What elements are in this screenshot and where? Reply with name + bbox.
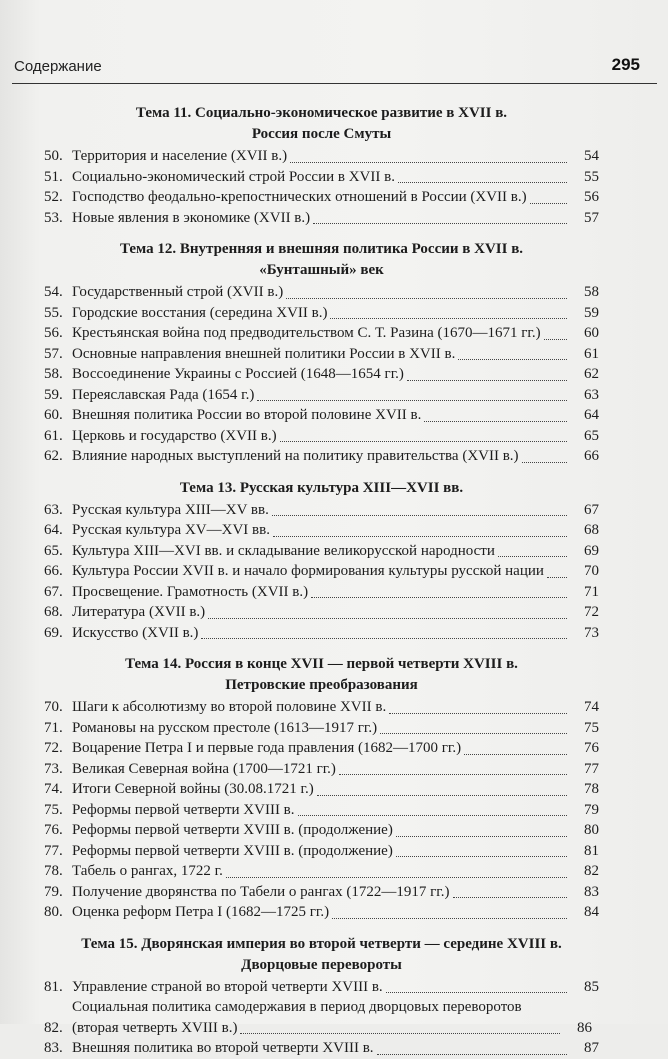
- entry-title: Городские восстания (середина XVII в.): [72, 304, 328, 321]
- entry-number: 64.: [44, 522, 63, 538]
- entry-title: Культура России XVII в. и начало формирования культуры русской нации: [72, 563, 544, 579]
- entry-page-number: 76: [584, 740, 599, 756]
- entry-title: Получение дворянства по Табели о рангах (1722—1917 гг.): [72, 883, 450, 900]
- entry-number: 60.: [44, 407, 63, 423]
- toc-entry[interactable]: [44, 738, 599, 759]
- leader-dots: [498, 555, 567, 557]
- running-header: [14, 52, 654, 80]
- entry-title: Господство феодально-крепостнических отношений в России (XVII в.): [72, 189, 527, 205]
- topic-section: [44, 104, 599, 228]
- entry-number: 65.: [44, 542, 63, 559]
- topic-title: Тема 13. Русская культура XIII—XVII вв.: [179, 479, 464, 496]
- entry-number: 69.: [44, 624, 63, 641]
- page-number: 295: [611, 55, 640, 74]
- entry-title: Искусство (XVII в.): [72, 624, 199, 641]
- leader-dots: [286, 297, 567, 299]
- leader-dots: [464, 753, 567, 755]
- entry-page-number: 83: [584, 883, 599, 900]
- entry-title: Переяславская Рада (1654 г.): [72, 386, 255, 403]
- leader-dots: [407, 379, 567, 381]
- leader-dots: [226, 876, 567, 878]
- entry-number: 75.: [44, 801, 63, 818]
- entry-page-number: 55: [584, 168, 599, 185]
- entry-page-number: 63: [584, 386, 599, 403]
- leader-dots: [280, 440, 567, 442]
- topic-section: [44, 479, 599, 644]
- entry-title: Романовы на русском престоле (1613—1917 гг.): [72, 719, 378, 736]
- entry-number: 82.: [44, 1019, 63, 1036]
- entry-page-number: 81: [584, 842, 599, 859]
- leader-dots: [201, 637, 567, 639]
- entry-number: 61.: [44, 427, 63, 444]
- entry-page-number: 78: [584, 781, 599, 797]
- toc-entry[interactable]: [44, 902, 599, 923]
- entry-title: Воцарение Петра I и первые года правления (1682—1700 гг.): [72, 740, 462, 756]
- entry-page-number: 57: [584, 209, 599, 226]
- entry-page-number: 86: [577, 1019, 592, 1036]
- entry-page-number: 82: [584, 863, 599, 879]
- section-name: Содержание: [14, 58, 102, 75]
- entry-number: 78.: [44, 863, 63, 879]
- entry-number: 68.: [44, 604, 63, 620]
- entry-title: Основные направления внешней политики России в XVII в.: [72, 345, 456, 362]
- toc-entry[interactable]: [44, 385, 599, 406]
- entry-number: 53.: [44, 209, 63, 226]
- entry-title: Шаги к абсолютизму во второй половине XVII в.: [72, 699, 387, 715]
- leader-dots: [377, 1053, 567, 1055]
- entry-title: Социально-экономический строй России в XVII в.: [72, 168, 395, 185]
- entry-title: Русская культура XIII—XV вв.: [72, 501, 269, 518]
- leader-dots: [424, 420, 567, 422]
- entry-number: 72.: [44, 740, 63, 756]
- leader-dots: [272, 514, 567, 516]
- entry-title: Управление страной во второй четверти XVIII в.: [72, 978, 383, 995]
- entry-page-number: 62: [584, 366, 599, 382]
- entry-page-number: 74: [584, 699, 599, 715]
- entry-title: Влияние народных выступлений на политику правительства (XVII в.): [72, 448, 519, 464]
- toc-entry[interactable]: [44, 759, 599, 780]
- entry-page-number: 67: [584, 501, 599, 518]
- entry-title: Реформы первой четверти XVIII в. (продолжение): [72, 822, 393, 838]
- toc-entry[interactable]: [44, 500, 599, 521]
- leader-dots: [339, 773, 567, 775]
- entry-title: Культура XIII—XVI вв. и складывание великорусской народности: [72, 542, 495, 559]
- entry-title: Церковь и государство (XVII в.): [72, 427, 277, 444]
- entry-number: 79.: [44, 883, 63, 900]
- entry-page-number: 69: [584, 542, 599, 559]
- leader-dots: [396, 855, 567, 857]
- entry-number: 63.: [44, 501, 63, 518]
- leader-dots: [386, 991, 567, 993]
- header-rule: [12, 83, 657, 84]
- leader-dots: [398, 181, 567, 183]
- entry-title: Государственный строй (XVII в.): [72, 284, 284, 300]
- entry-page-number: 61: [584, 345, 599, 362]
- toc-entry[interactable]: [44, 882, 599, 903]
- toc-entry[interactable]: [44, 426, 599, 447]
- entry-page-number: 58: [584, 284, 599, 300]
- toc-entry[interactable]: [44, 602, 599, 623]
- leader-dots: [544, 338, 567, 340]
- leader-dots: [396, 835, 567, 837]
- entry-title: Реформы первой четверти XVIII в. (продолжение): [72, 842, 393, 859]
- leader-dots: [389, 712, 567, 714]
- topic-section: [44, 240, 599, 467]
- entry-page-number: 70: [584, 563, 599, 579]
- entry-number: 54.: [44, 284, 63, 300]
- toc-entry[interactable]: [44, 861, 599, 882]
- toc-entry[interactable]: [44, 582, 599, 603]
- leader-dots: [240, 1032, 560, 1034]
- entry-number: 80.: [44, 904, 63, 920]
- entry-page-number: 72: [584, 604, 599, 620]
- topic-title: Дворцовые перевороты: [241, 956, 402, 973]
- entry-number: 70.: [44, 699, 63, 715]
- entry-page-number: 73: [584, 624, 599, 641]
- leader-dots: [273, 535, 567, 537]
- entry-number: 66.: [44, 563, 63, 579]
- entry-number: 74.: [44, 781, 63, 797]
- toc-entry[interactable]: [44, 146, 599, 167]
- toc-entry[interactable]: [44, 561, 599, 582]
- toc-entry[interactable]: [44, 167, 599, 188]
- entry-page-number: 84: [584, 904, 599, 920]
- toc-entry[interactable]: [44, 303, 599, 324]
- topic-title: Тема 15. Дворянская империя во второй четверти — середине XVIII в.: [81, 935, 562, 952]
- entry-number: 57.: [44, 345, 63, 362]
- entry-number: 50.: [44, 148, 63, 164]
- entry-title: Оценка реформ Петра I (1682—1725 гг.): [72, 904, 330, 920]
- entry-number: 77.: [44, 842, 63, 859]
- topic-title: Петровские преобразования: [225, 677, 418, 693]
- entry-page-number: 77: [584, 760, 599, 777]
- leader-dots: [290, 161, 567, 163]
- entry-page-number: 65: [584, 427, 599, 444]
- entry-title: Социальная политика самодержавия в период дворцовых переворотов: [72, 999, 522, 1015]
- entry-number: 59.: [44, 386, 63, 403]
- entry-page-number: 80: [584, 822, 599, 838]
- leader-dots: [298, 814, 567, 816]
- toc-entry[interactable]: [44, 820, 599, 841]
- toc-entry[interactable]: [44, 405, 599, 426]
- toc-entry[interactable]: [44, 779, 599, 800]
- leader-dots: [547, 576, 567, 578]
- entry-title-continuation: (вторая четверть XVIII в.): [72, 1019, 238, 1036]
- entry-title-block: [72, 997, 564, 1038]
- toc-entry[interactable]: [44, 323, 599, 344]
- toc-entry[interactable]: [44, 1038, 599, 1059]
- leader-dots: [522, 461, 567, 463]
- entry-title: Территория и население (XVII в.): [72, 148, 288, 164]
- entry-number: 56.: [44, 325, 63, 341]
- toc-entry[interactable]: [44, 623, 599, 644]
- entry-title: Итоги Северной войны (30.08.1721 г.): [72, 781, 314, 797]
- topic-title: «Бунташный» век: [259, 262, 384, 278]
- entry-number: 62.: [44, 448, 63, 464]
- entry-title: Литература (XVII в.): [72, 604, 206, 620]
- entry-title: Воссоединение Украины с Россией (1648—1654 гг.): [72, 366, 404, 382]
- toc-entry[interactable]: [44, 977, 599, 998]
- entry-page-number: 59: [584, 304, 599, 321]
- entry-number: 73.: [44, 760, 63, 777]
- entry-page-number: 71: [584, 583, 599, 600]
- entry-title-continuation-row: [72, 1018, 564, 1039]
- entry-number: 58.: [44, 366, 63, 382]
- toc-entry[interactable]: [44, 800, 599, 821]
- entry-title: Русская культура XV—XVI вв.: [72, 522, 270, 538]
- entry-number: 76.: [44, 822, 63, 838]
- toc-entry[interactable]: [44, 718, 599, 739]
- toc-entry[interactable]: [44, 841, 599, 862]
- entry-page-number: 56: [584, 189, 599, 205]
- leader-dots: [257, 399, 567, 401]
- topic-title: Тема 12. Внутренняя и внешняя политика России в XVII в.: [119, 241, 524, 257]
- entry-title: Внешняя политика России во второй половине XVII в.: [72, 407, 422, 423]
- toc-entry[interactable]: [44, 344, 599, 365]
- toc-entry[interactable]: [44, 208, 599, 229]
- leader-dots: [313, 222, 567, 224]
- topic-title: Тема 14. Россия в конце XVII — первой четверти XVIII в.: [125, 656, 518, 672]
- entry-title: Крестьянская война под предводительством С. Т. Разина (1670—1671 гг.): [72, 325, 541, 341]
- toc-entry[interactable]: [44, 282, 599, 303]
- entry-page-number: 66: [584, 448, 599, 464]
- entry-number: 67.: [44, 583, 63, 600]
- entry-page-number: 68: [584, 522, 599, 538]
- leader-dots: [330, 317, 567, 319]
- entry-page-number: 79: [584, 801, 599, 818]
- entry-number: 55.: [44, 304, 63, 321]
- leader-dots: [311, 596, 567, 598]
- entry-page-number: 64: [584, 407, 599, 423]
- entry-title: Внешняя политика во второй четверти XVIII в.: [72, 1040, 374, 1056]
- leader-dots: [530, 202, 567, 204]
- toc-entry[interactable]: [44, 520, 599, 541]
- topic-title: Тема 11. Социально-экономическое развитие в XVII в.: [135, 105, 508, 121]
- leader-dots: [458, 358, 567, 360]
- toc-entry[interactable]: [44, 697, 599, 718]
- entry-number: 81.: [44, 978, 63, 995]
- entry-page-number: 85: [584, 978, 599, 995]
- toc-entry[interactable]: [44, 446, 599, 467]
- leader-dots: [208, 617, 567, 619]
- entry-number: 83.: [44, 1040, 63, 1056]
- entry-page-number: 60: [584, 325, 599, 341]
- leader-dots: [380, 732, 567, 734]
- entry-number: 71.: [44, 719, 63, 736]
- topic-title: Россия после Смуты: [251, 126, 392, 142]
- topic-section: [44, 935, 599, 1059]
- toc-entry[interactable]: [44, 541, 599, 562]
- entry-number: 51.: [44, 168, 63, 185]
- toc-entry[interactable]: [44, 364, 599, 385]
- entry-title: Великая Северная война (1700—1721 гг.): [72, 760, 336, 777]
- entry-title: Реформы первой четверти XVIII в.: [72, 801, 295, 818]
- leader-dots: [453, 896, 567, 898]
- entry-title: Просвещение. Грамотность (XVII в.): [72, 583, 309, 600]
- leader-dots: [317, 794, 567, 796]
- entry-title: Новые явления в экономике (XVII в.): [72, 209, 311, 226]
- topic-section: [44, 655, 599, 923]
- toc-entry[interactable]: [44, 187, 599, 208]
- table-of-contents: [44, 96, 599, 1059]
- entry-page-number: 87: [584, 1040, 599, 1056]
- entry-page-number: 75: [584, 719, 599, 736]
- toc-entry[interactable]: [44, 997, 599, 1038]
- entry-title: Табель о рангах, 1722 г.: [72, 863, 223, 879]
- entry-page-number: 54: [584, 148, 599, 164]
- leader-dots: [332, 917, 567, 919]
- entry-number: 52.: [44, 189, 63, 205]
